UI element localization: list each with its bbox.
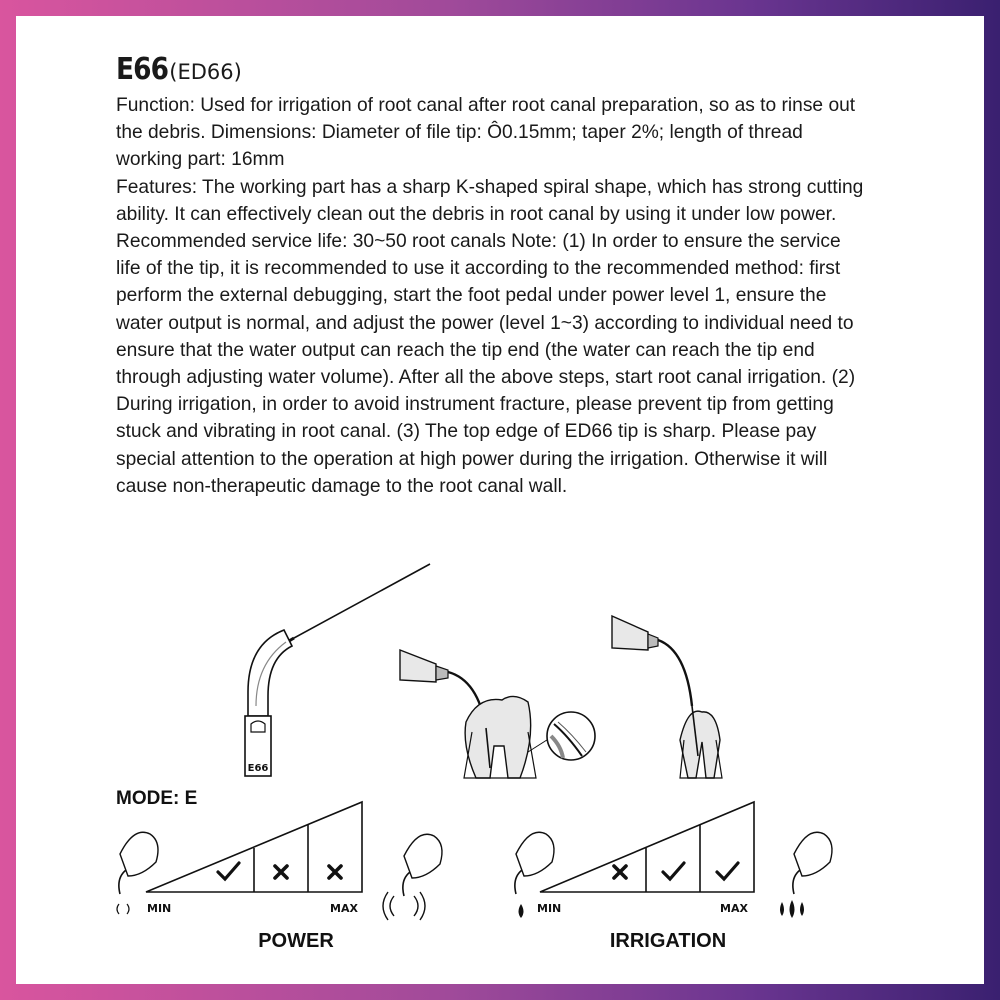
features-text: Features: The working part has a sharp K-shaped spiral shape, which has strong cutting ability. It can effectively clean out the debris in root canal by using it under low power. Recommended service life: 30~50 root canals Note: (1) In order to ensure the service life of the tip, it is recommended to use it according to the recommended method: first perform the external debugging, start the foot pedal under power level 1, ensure the water output is normal, and adjust the power (level 1~3) according to individual need to ensure that the water output can reach the tip end (the water can reach the tip end through adjusting water volume). After all the above steps, start root canal irrigation. (2) During irrigation, in order to avoid instrument fracture, please prevent tip from getting stuck and vibrating in root canal. (3) The top edge of ED66 tip is sharp. Please pay special attention to the operation at high power during the irrigation. Otherwise it will cause non-therapeutic damage to the root canal wall. — [116, 176, 864, 497]
irrigation-gauge — [515, 802, 832, 918]
function-text: Function: Used for irrigation of root canal after root canal preparation, so as to rinse out the debris. Dimensions: Diameter of file tip: Ô0.15mm; taper 2%; length of thread working part: 16mm — [116, 95, 856, 171]
product-card — [16, 16, 984, 984]
power-max-label: MAX — [330, 902, 358, 915]
product-code: E66 — [116, 52, 169, 87]
tip-engraving: E66 — [247, 763, 269, 774]
handpiece-tooth-illustration-2 — [612, 616, 722, 778]
mode-label: MODE: E — [116, 788, 198, 809]
irrigation-caption: IRRIGATION — [609, 930, 727, 952]
illustrations — [16, 16, 984, 984]
product-alt-code: (ED66) — [169, 60, 242, 84]
power-min-label: MIN — [147, 902, 172, 915]
irrigation-min-label: MIN — [537, 902, 562, 915]
power-caption: POWER — [258, 930, 334, 952]
irrigation-max-label: MAX — [720, 902, 748, 915]
handpiece-tooth-illustration — [400, 650, 595, 778]
